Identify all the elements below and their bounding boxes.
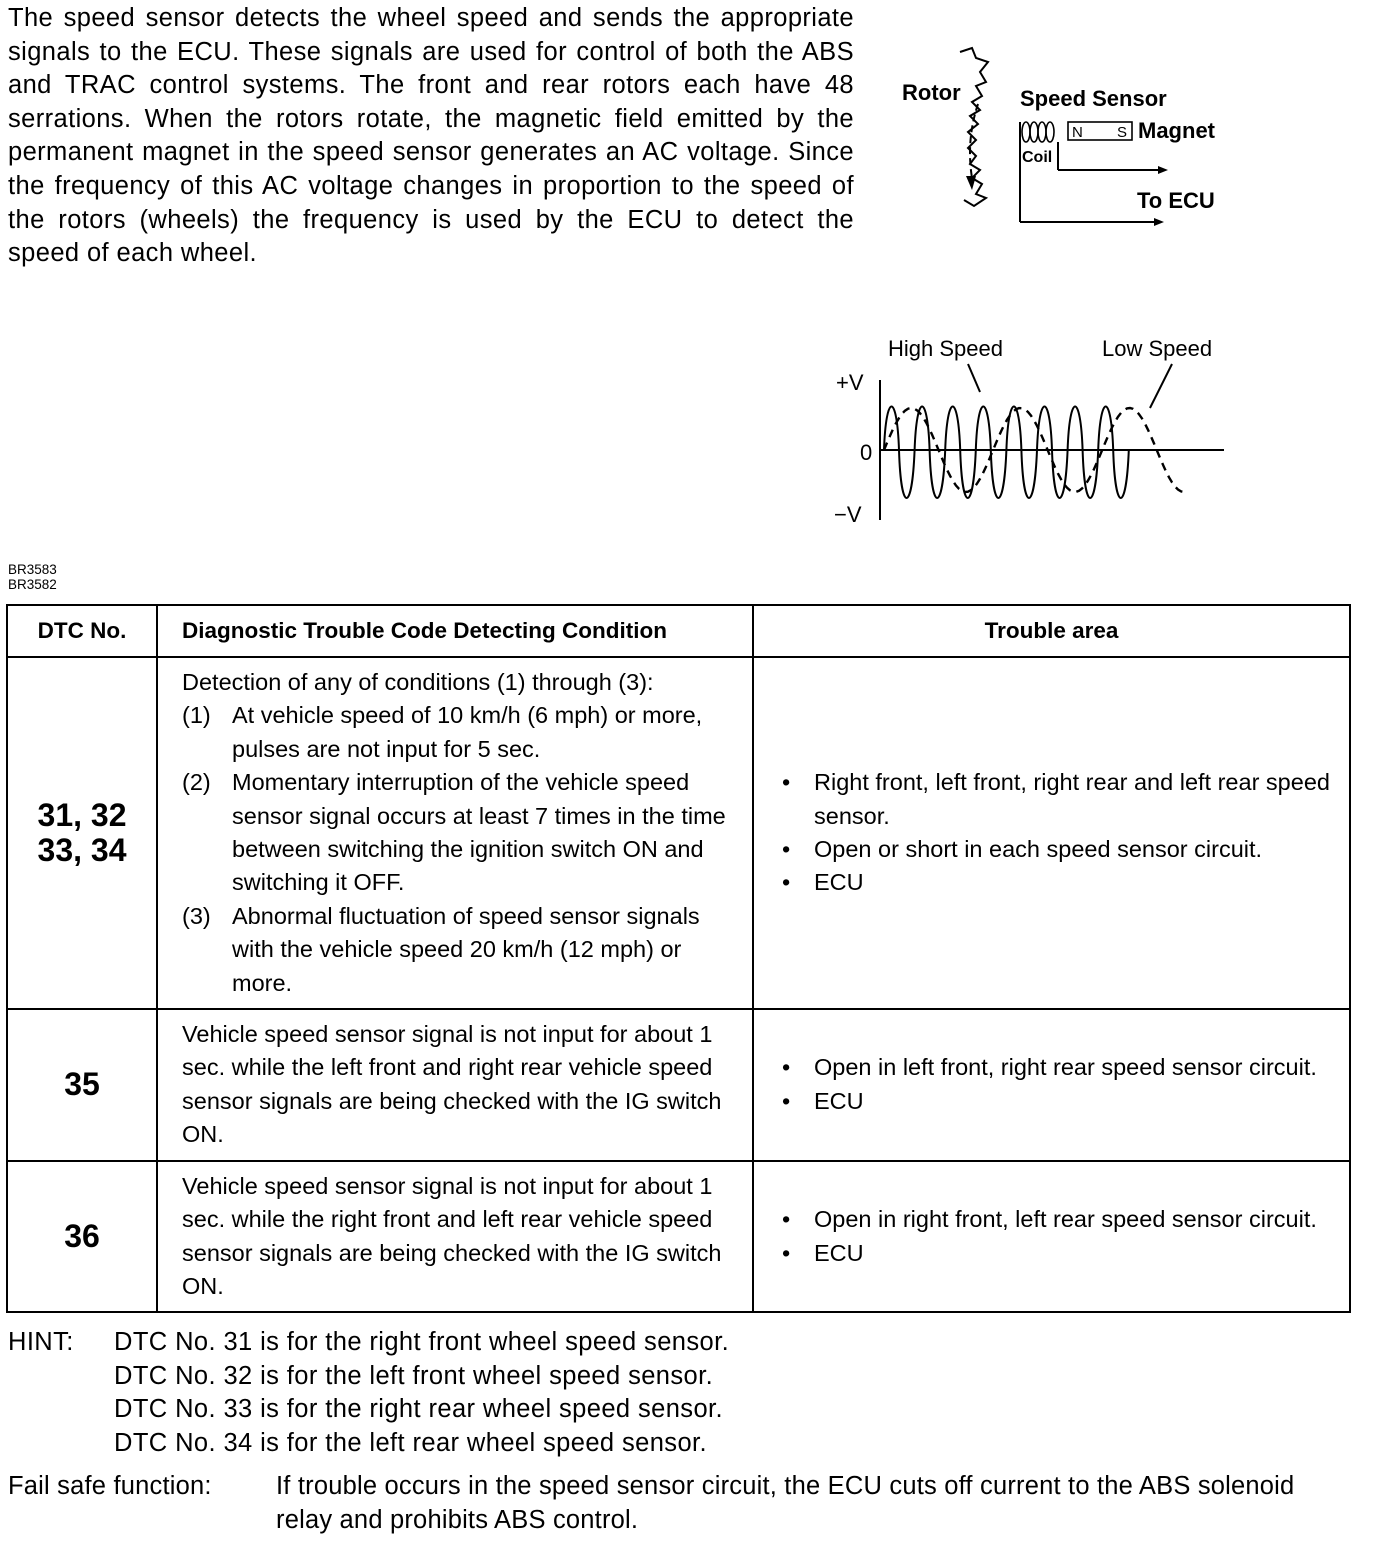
- condition-text: Abnormal fluctuation of speed sensor signals with the vehicle speed 20 km/h (12 mph) or more.: [232, 902, 700, 996]
- condition-item: [182, 900, 742, 1000]
- magnet-label: Magnet: [1138, 118, 1215, 143]
- hint-line: DTC No. 34 is for the left rear wheel speed sensor.: [114, 1428, 708, 1457]
- dtc-code-cell: 36: [7, 1161, 157, 1313]
- table-header-row: [7, 605, 1350, 657]
- dtc-code: 33, 34: [37, 832, 127, 869]
- trouble-area-item: • ECU: [780, 1237, 1333, 1270]
- trouble-area-item: • Open or short in each speed sensor circuit.: [780, 833, 1333, 866]
- plus-v-label: +V: [836, 370, 864, 395]
- coil-label: Coil: [1022, 149, 1053, 166]
- figure-codes: [8, 562, 57, 592]
- condition-text: Momentary interruption of the vehicle speed sensor signal occurs at least 7 times in the time between switching the ignition switch ON and switching it OFF.: [232, 769, 726, 896]
- header-condition: Diagnostic Trouble Code Detecting Condition: [157, 605, 753, 657]
- trouble-area-list: [780, 766, 1333, 900]
- minus-v-label: −V: [834, 502, 862, 527]
- hint-line: DTC No. 32 is for the left front wheel speed sensor.: [114, 1361, 714, 1390]
- condition-number: (3): [182, 902, 211, 929]
- condition-number: (2): [182, 769, 211, 796]
- fail-safe-text: If trouble occurs in the speed sensor circuit, the ECU cuts off current to the ABS solenoid relay and prohibits ABS control.: [276, 1472, 1295, 1534]
- trouble-area-list: [780, 1051, 1333, 1118]
- trouble-area-list: [780, 1203, 1333, 1270]
- figure-code: BR3582: [8, 577, 57, 592]
- condition-cell: [157, 657, 753, 1009]
- condition-number: (1): [182, 702, 211, 729]
- trouble-area-cell: [753, 1161, 1350, 1313]
- dtc-code-cell: 35: [7, 1009, 157, 1161]
- figure-area: [0, 0, 1376, 560]
- dtc-code: 31, 32: [37, 797, 127, 834]
- high-speed-leader: [968, 364, 980, 392]
- table-row: [7, 1009, 1350, 1161]
- to-ecu-label: To ECU: [1137, 188, 1215, 213]
- low-speed-label: Low Speed: [1102, 336, 1213, 361]
- rotor-label: Rotor: [902, 80, 961, 105]
- hint-line: DTC No. 33 is for the right rear wheel speed sensor.: [114, 1395, 723, 1424]
- header-dtc-no: DTC No.: [7, 605, 157, 657]
- dtc-code-cell: [7, 657, 157, 1009]
- coil-icon: [1020, 122, 1058, 222]
- rotation-arrowhead: [966, 176, 976, 190]
- figure-code: BR3583: [8, 562, 57, 577]
- magnet-n-label: N: [1072, 124, 1083, 141]
- trouble-area-item: • ECU: [780, 866, 1333, 899]
- hint-label: HINT:: [8, 1328, 74, 1356]
- low-speed-leader: [1150, 364, 1172, 408]
- trouble-area-item: • Right front, left front, right rear and left rear speed sensor.: [780, 766, 1333, 833]
- speed-sensor-diagram: [902, 48, 1216, 226]
- arrow-icon: [1154, 218, 1164, 226]
- table-row: [7, 1161, 1350, 1313]
- trouble-area-item: • Open in left front, right rear speed sensor circuit.: [780, 1051, 1333, 1084]
- condition-cell: Vehicle speed sensor signal is not input for about 1 sec. while the right front and left rear vehicle speed sensor signals are being checked with the IG switch ON.: [157, 1161, 753, 1313]
- magnet-s-label: S: [1117, 124, 1128, 141]
- condition-item: [182, 699, 742, 766]
- trouble-area-cell: [753, 657, 1350, 1009]
- trouble-area-item: • ECU: [780, 1085, 1333, 1118]
- condition-text: At vehicle speed of 10 km/h (6 mph) or more, pulses are not input for 5 sec.: [232, 702, 703, 762]
- arrow-icon: [1158, 166, 1168, 174]
- condition-cell: Vehicle speed sensor signal is not input for about 1 sec. while the left front and right rear vehicle speed sensor signals are being checked with the IG switch ON.: [157, 1009, 753, 1161]
- hint-lines: [114, 1326, 729, 1460]
- dtc-table: [6, 604, 1351, 1313]
- speed-sensor-label: Speed Sensor: [1020, 86, 1167, 111]
- hint-line: DTC No. 31 is for the right front wheel speed sensor.: [114, 1328, 730, 1356]
- table-row: [7, 657, 1350, 1009]
- trouble-area-cell: [753, 1009, 1350, 1161]
- condition-item: [182, 766, 742, 900]
- condition-lead: Detection of any of conditions (1) through (3):: [182, 669, 654, 695]
- header-trouble-area: Trouble area: [753, 605, 1350, 657]
- high-speed-label: High Speed: [888, 336, 1003, 361]
- fail-safe-label: Fail safe function:: [8, 1472, 212, 1500]
- waveform-diagram: [834, 336, 1224, 527]
- zero-label: 0: [860, 440, 873, 465]
- intro-paragraph: The speed sensor detects the wheel speed and sends the appropriate signals to the ECU. These signals are used for control of both the ABS and TRAC control systems. The front and rear rotors each have 48 serrations. When the rotors rotate, the magnetic field emitted by the permanent magnet in the speed sensor generates an AC voltage. Since the frequency of this AC voltage changes in proportion to the speed of the rotors (wheels) the frequency is used by the ECU to detect the speed of each wheel.: [8, 4, 854, 268]
- trouble-area-item: • Open in right front, left rear speed sensor circuit.: [780, 1203, 1333, 1236]
